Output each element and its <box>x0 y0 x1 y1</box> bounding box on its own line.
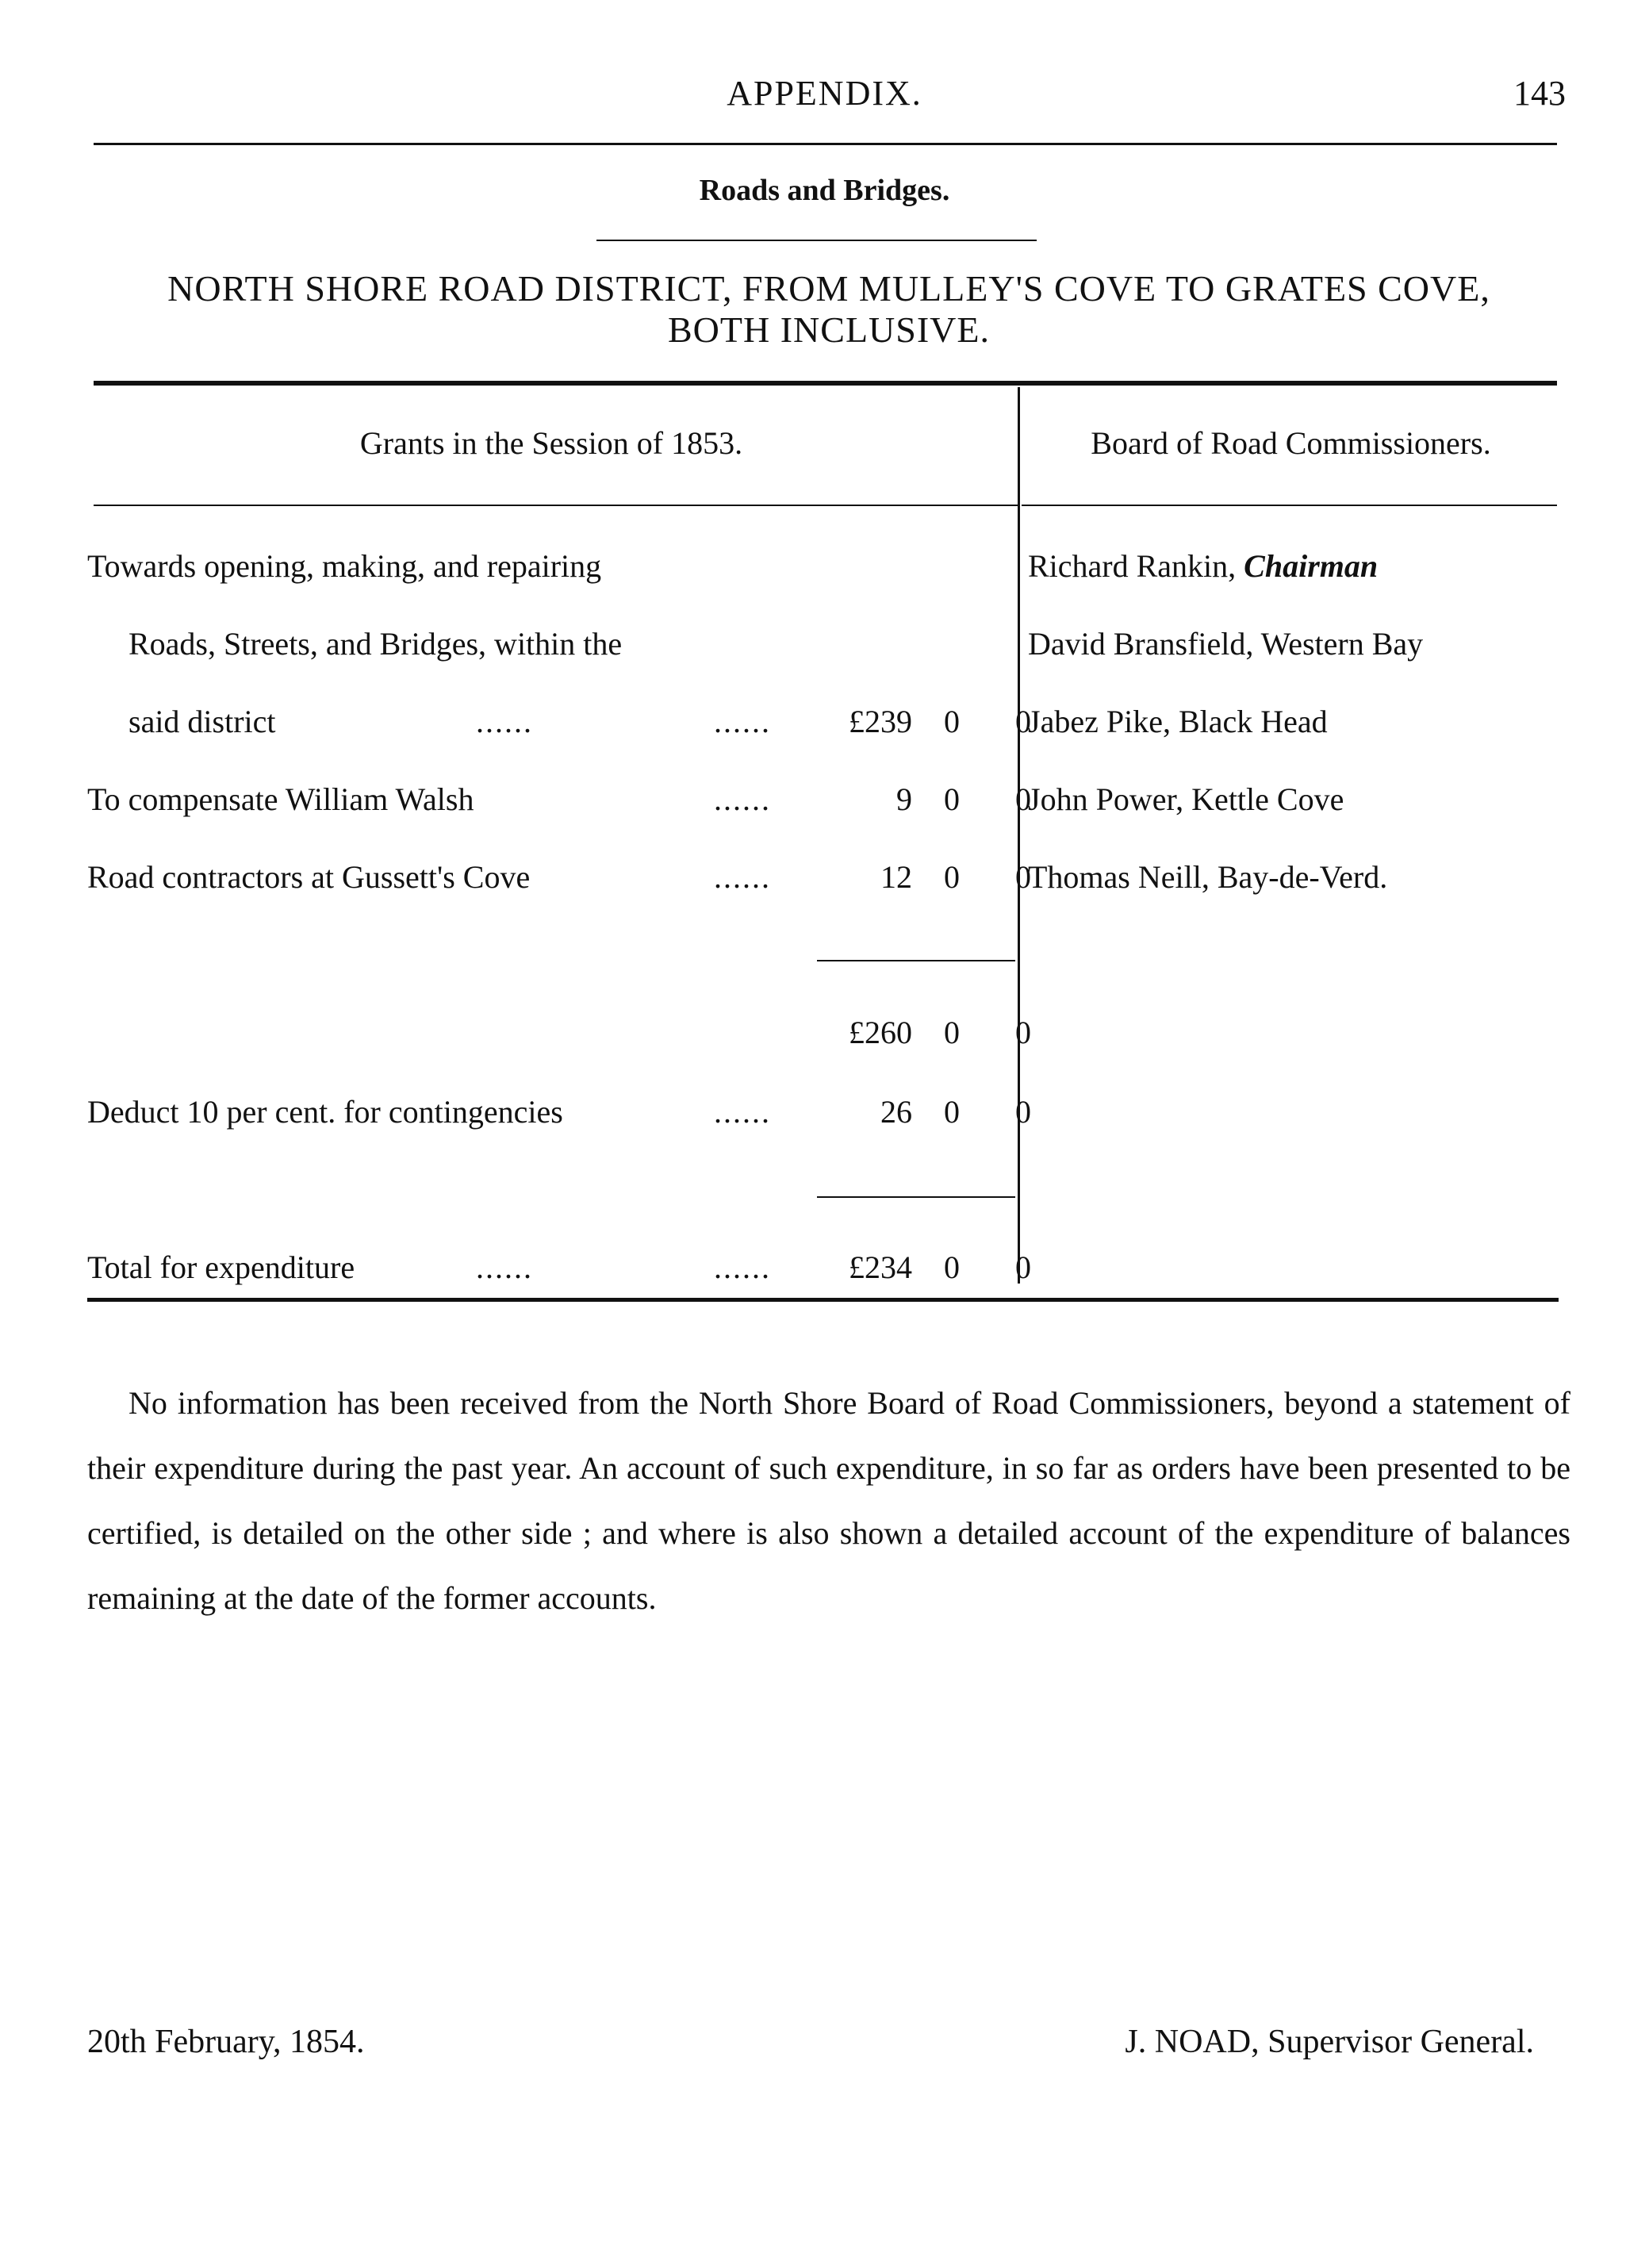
table-top-rule <box>94 381 1557 386</box>
amount-shillings: 0 <box>944 1015 960 1050</box>
leader-dots: ...... <box>714 781 771 817</box>
amount-pounds: 26 <box>880 1094 912 1130</box>
footer-signature: J. NOAD, Supervisor General. <box>1125 2024 1534 2060</box>
commissioner-name: David Bransfield, Western Bay <box>1028 626 1424 662</box>
commissioner-name: John Power, Kettle Cove <box>1028 781 1344 817</box>
leader-dots: ...... <box>476 1249 533 1285</box>
deduction-rule <box>817 1196 1015 1198</box>
amount-pounds: £234 <box>849 1249 912 1285</box>
leader-dots: ...... <box>714 1094 771 1130</box>
grants-heading: Grants in the Session of 1853. <box>359 425 743 461</box>
commissioner-role: Chairman <box>1244 548 1379 584</box>
amount-pence: 0 <box>1015 1094 1031 1130</box>
leader-dots: ...... <box>476 704 533 739</box>
amount-shillings: 0 <box>944 704 960 739</box>
grant-description: said district <box>128 704 276 739</box>
right-heading-rule <box>1022 505 1557 506</box>
section-heading-rule <box>596 240 1037 241</box>
footer-date: 20th February, 1854. <box>87 2024 365 2060</box>
grant-row <box>87 858 1031 906</box>
leader-dots: ...... <box>714 1249 771 1285</box>
amount-pounds: 12 <box>880 859 912 895</box>
grant-row <box>87 703 1031 750</box>
grant-row <box>87 625 1031 673</box>
amount-pence: 0 <box>1015 1249 1031 1285</box>
amount-pence: 0 <box>1015 781 1031 817</box>
amount-pounds: 9 <box>896 781 912 817</box>
leader-dots: ...... <box>714 704 771 739</box>
grant-row <box>87 547 1031 595</box>
grant-description: Roads, Streets, and Bridges, within the <box>128 626 623 662</box>
commissioner-entry <box>1028 703 1328 740</box>
amount-shillings: 0 <box>944 859 960 895</box>
commissioners-heading: Board of Road Commissioners. <box>1091 425 1491 461</box>
subtotal-rule <box>817 960 1015 961</box>
left-heading-rule <box>94 505 1018 506</box>
commissioner-name: Richard Rankin, <box>1028 548 1237 584</box>
grant-description: Road contractors at Gussett's Cove <box>87 859 531 895</box>
section-heading: Roads and Bridges. <box>699 174 950 207</box>
leader-dots: ...... <box>714 859 771 895</box>
amount-shillings: 0 <box>944 781 960 817</box>
table-column-divider <box>1018 387 1020 1284</box>
commissioner-name: Thomas Neill, Bay-de-Verd. <box>1028 859 1388 895</box>
grant-description: To compensate William Walsh <box>87 781 474 817</box>
total-row <box>87 1249 1031 1296</box>
table-bottom-rule <box>87 1298 1559 1302</box>
commissioner-entry <box>1028 625 1423 662</box>
commissioner-entry <box>1028 858 1387 896</box>
page-number: 143 <box>1513 74 1566 113</box>
commissioner-entry <box>1028 547 1378 585</box>
grant-description: Towards opening, making, and repairing <box>87 548 602 584</box>
amount-shillings: 0 <box>944 1249 960 1285</box>
amount-pounds: £260 <box>849 1015 912 1050</box>
grant-row <box>87 781 1031 828</box>
amount-pounds: £239 <box>849 704 912 739</box>
commissioner-name: Jabez Pike, Black Head <box>1028 704 1328 739</box>
district-title-line-1: NORTH SHORE ROAD DISTRICT, FROM MULLEY'S COVE TO GRATES COVE, <box>167 268 1490 309</box>
amount-pence: 0 <box>1015 859 1031 895</box>
grant-description: Total for expenditure <box>87 1249 355 1285</box>
amount-shillings: 0 <box>944 1094 960 1130</box>
district-title <box>87 268 1570 351</box>
district-title-line-2: BOTH INCLUSIVE. <box>668 309 990 350</box>
commissioner-entry <box>1028 781 1344 818</box>
deduction-row <box>87 1093 1031 1141</box>
running-title: APPENDIX. <box>727 74 922 113</box>
amount-pence: 0 <box>1015 1015 1031 1050</box>
subtotal-row <box>87 1014 1031 1061</box>
note-paragraph: No information has been received from the North Shore Board of Road Commissioners, beyond a statement of their expenditure during the past year. An account of such expenditure, in so far as orders have been presented to be certified, is detailed on the other side ; and where is also shown a detailed account of the expenditure of balances remaining at the date of the former accounts. <box>87 1385 1570 1616</box>
header-rule <box>94 143 1557 145</box>
running-head <box>0 73 1649 121</box>
amount-pence: 0 <box>1015 704 1031 739</box>
grant-description: Deduct 10 per cent. for contingencies <box>87 1094 563 1130</box>
